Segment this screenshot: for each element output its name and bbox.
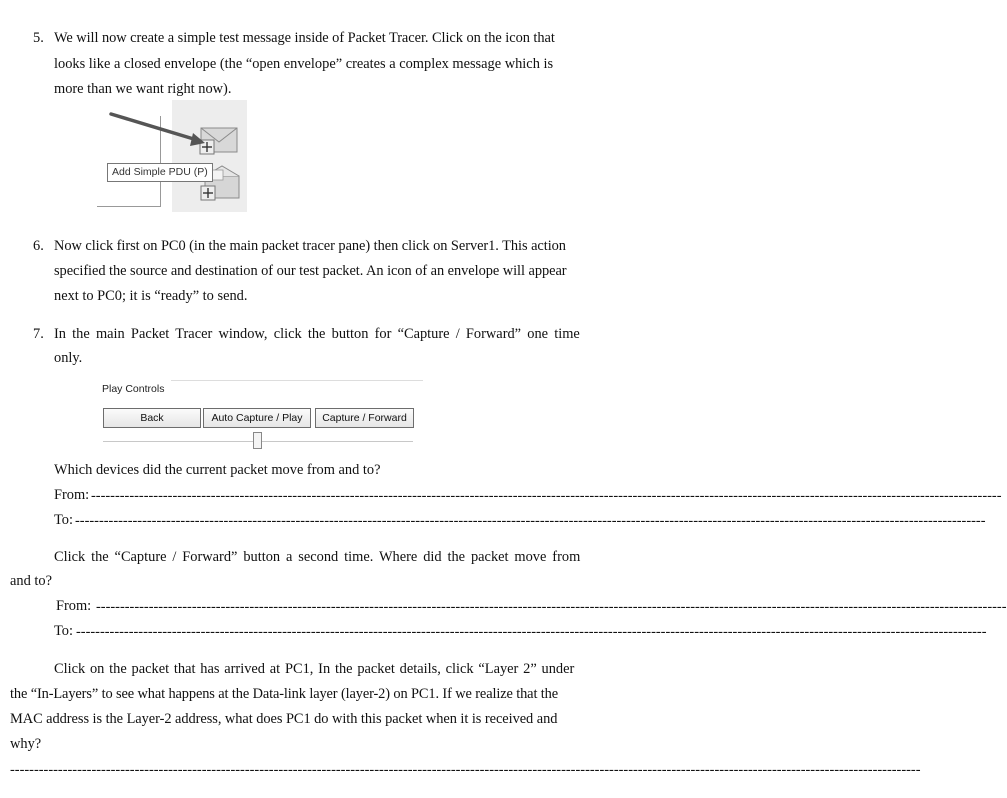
add-simple-pdu-figure <box>97 100 247 212</box>
step-7-number: 7. <box>33 326 44 342</box>
q3-answer-line: ---------------------------------------------------------------------------------------------------------------------------------------------------------------------------------------------- <box>10 762 921 778</box>
step-6-number: 6. <box>33 238 44 254</box>
q1-from-label: From: <box>54 487 90 503</box>
arrow-pointer-icon <box>111 114 205 146</box>
playback-slider-thumb[interactable] <box>253 432 262 449</box>
step-6-line-2: specified the source and destination of our test packet. An icon of an envelope will appear <box>54 263 567 279</box>
q2-from-answer-line: ---------------------------------------------------------------------------------------------------------------------------------------------------------------------------------------------- <box>96 599 1007 615</box>
q1-to-answer-line: ---------------------------------------------------------------------------------------------------------------------------------------------------------------------------------------------- <box>75 513 986 529</box>
auto-capture-play-button[interactable]: Auto Capture / Play <box>203 408 311 428</box>
step-6-line-1: Now click first on PC0 (in the main packet tracer pane) then click on Server1. This action <box>54 238 566 254</box>
step-5-number: 5. <box>33 30 44 46</box>
step-7-line-1: In the main Packet Tracer window, click the button for “Capture / Forward” one time <box>54 326 580 342</box>
step-5-line-2: looks like a closed envelope (the “open envelope” creates a complex message which is <box>54 56 554 72</box>
step-5-line-1: We will now create a simple test message inside of Packet Tracer. Click on the icon that <box>54 30 555 46</box>
q2-to-label: To: <box>54 623 73 639</box>
play-controls-panel <box>99 380 423 456</box>
simple-pdu-envelope-icon <box>200 128 237 154</box>
step-5-line-3: more than we want right now). <box>54 81 232 97</box>
add-simple-pdu-tooltip: Add Simple PDU (P) <box>107 163 213 182</box>
question-3-line-2: the “In-Layers” to see what happens at the Data-link layer (layer-2) on PC1. If we realize that the <box>10 686 559 702</box>
capture-forward-button[interactable]: Capture / Forward <box>315 408 414 428</box>
question-2-line-2: and to? <box>10 573 52 589</box>
back-button[interactable]: Back <box>103 408 201 428</box>
question-3-line-4: why? <box>10 736 42 752</box>
q2-to-answer-line: ---------------------------------------------------------------------------------------------------------------------------------------------------------------------------------------------- <box>76 624 987 640</box>
question-1: Which devices did the current packet move from and to? <box>54 462 381 478</box>
envelope-icons-svg <box>97 100 247 212</box>
step-7-line-2: only. <box>54 350 83 366</box>
q1-to-label: To: <box>54 512 73 528</box>
question-2-line-1: Click the “Capture / Forward” button a second time. Where did the packet move from <box>54 549 581 565</box>
q1-from-answer-line: ---------------------------------------------------------------------------------------------------------------------------------------------------------------------------------------------- <box>91 488 1002 504</box>
step-6-line-3: next to PC0; it is “ready” to send. <box>54 288 248 304</box>
question-3-line-1: Click on the packet that has arrived at PC1, In the packet details, click “Layer 2” under <box>54 661 575 677</box>
q2-from-label: From: <box>56 598 92 614</box>
question-3-line-3: MAC address is the Layer-2 address, what does PC1 do with this packet when it is received and <box>10 711 558 727</box>
play-controls-title: Play Controls <box>102 383 165 395</box>
